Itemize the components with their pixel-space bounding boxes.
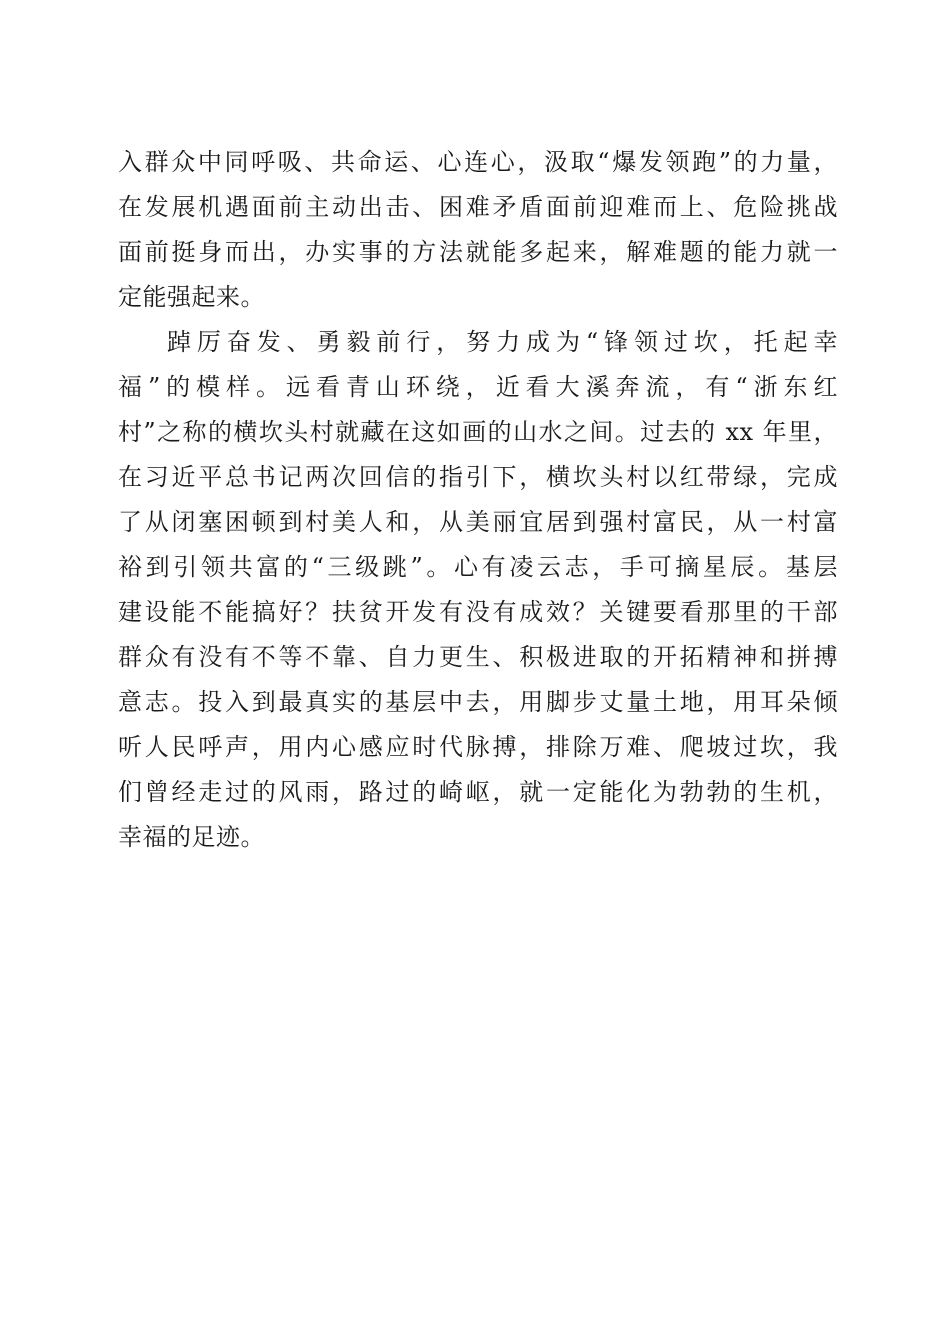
text-line: 面前挺身而出，办实事的方法就能多起来，解难题的能力就一: [118, 238, 838, 266]
text-line: 定能强起来。: [118, 283, 265, 311]
text-line: 福”的模样。远看青山环绕，近看大溪奔流，有“浙东红: [118, 373, 838, 401]
text-line: 听人民呼声，用内心感应时代脉搏，排除万难、爬坡过坎，我: [118, 733, 838, 761]
text-line: 群众有没有不等不靠、自力更生、积极进取的开拓精神和拼搏: [118, 643, 838, 671]
paragraph-2: [118, 320, 838, 860]
text-line: 在发展机遇面前主动出击、困难矛盾面前迎难而上、危险挑战: [118, 193, 838, 221]
text-line: 了从闭塞困顿到村美人和，从美丽宜居到强村富民，从一村富: [118, 508, 838, 536]
paragraph-1: [118, 140, 838, 320]
text-line: 们曾经走过的风雨，路过的崎岖，就一定能化为勃勃的生机，: [118, 778, 838, 806]
text-line: 踔厉奋发、勇毅前行，努力成为“锋领过坎，托起幸: [167, 328, 838, 356]
text-line: 裕到引领共富的“三级跳”。心有凌云志，手可摘星辰。基层: [118, 553, 838, 581]
text-line: 幸福的足迹。: [118, 823, 265, 851]
text-line: 入群众中同呼吸、共命运、心连心，汲取“爆发领跑”的力量，: [118, 148, 838, 176]
text-line: 村”之称的横坎头村就藏在这如画的山水之间。过去的 xx 年里，: [118, 418, 838, 446]
text-line: 在习近平总书记两次回信的指引下，横坎头村以红带绿，完成: [118, 463, 838, 491]
document-body: [118, 140, 838, 860]
text-line: 建设能不能搞好？扶贫开发有没有成效？关键要看那里的干部: [118, 598, 838, 626]
text-line: 意志。投入到最真实的基层中去，用脚步丈量土地，用耳朵倾: [118, 688, 838, 716]
